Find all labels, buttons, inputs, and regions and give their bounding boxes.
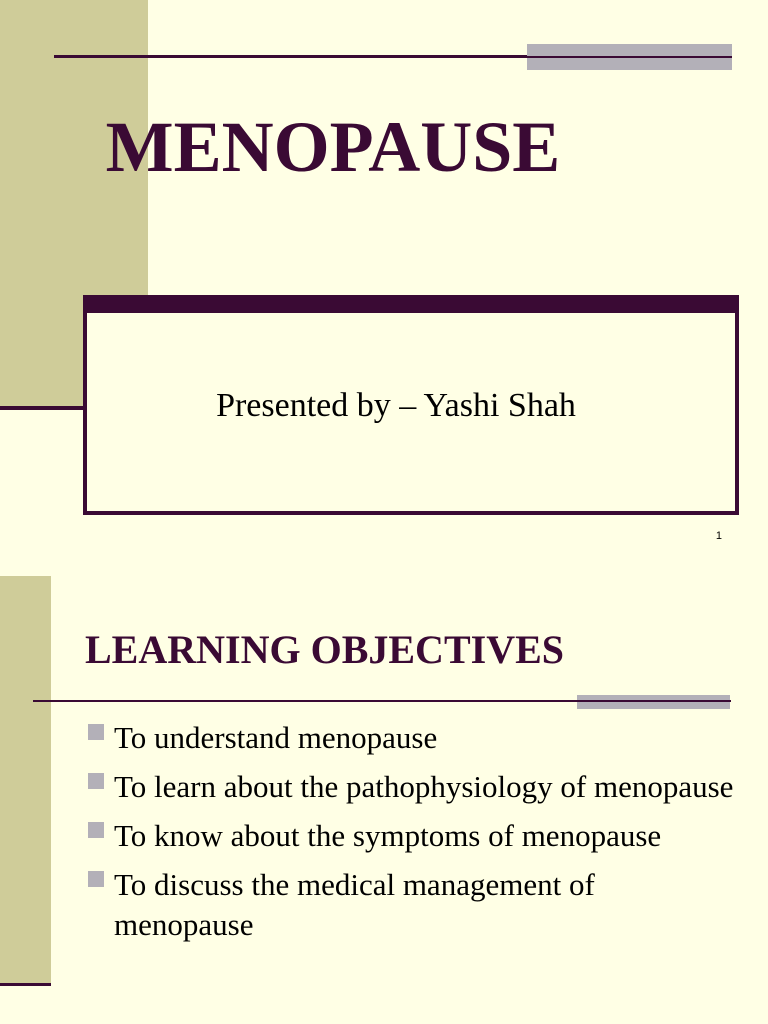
square-bullet-icon <box>88 773 104 789</box>
list-item <box>86 767 736 807</box>
side-decoration-bar <box>0 576 51 986</box>
objective-text: To know about the symptoms of menopause <box>114 818 662 853</box>
slide-title: MENOPAUSE <box>105 107 561 187</box>
objectives-list <box>86 718 736 954</box>
presenter-text: Presented by – Yashi Shah <box>216 387 576 424</box>
slide-title: LEARNING OBJECTIVES <box>85 627 565 672</box>
slide-2 <box>0 576 768 1024</box>
list-item <box>86 718 736 758</box>
objective-text: To discuss the medical management of menopause <box>114 867 595 942</box>
page-number: 1 <box>715 530 722 542</box>
objective-text: To understand menopause <box>114 720 438 755</box>
list-item <box>86 816 736 856</box>
square-bullet-icon <box>88 822 104 838</box>
subtitle-box <box>83 295 739 515</box>
slide-separator <box>0 560 768 576</box>
gray-accent-bar <box>577 695 730 709</box>
side-decoration-line <box>0 983 51 986</box>
gray-accent-bar <box>527 44 732 70</box>
objective-text: To learn about the pathophysiology of menopause <box>114 769 734 804</box>
square-bullet-icon <box>88 871 104 887</box>
list-item <box>86 865 736 945</box>
square-bullet-icon <box>88 724 104 740</box>
